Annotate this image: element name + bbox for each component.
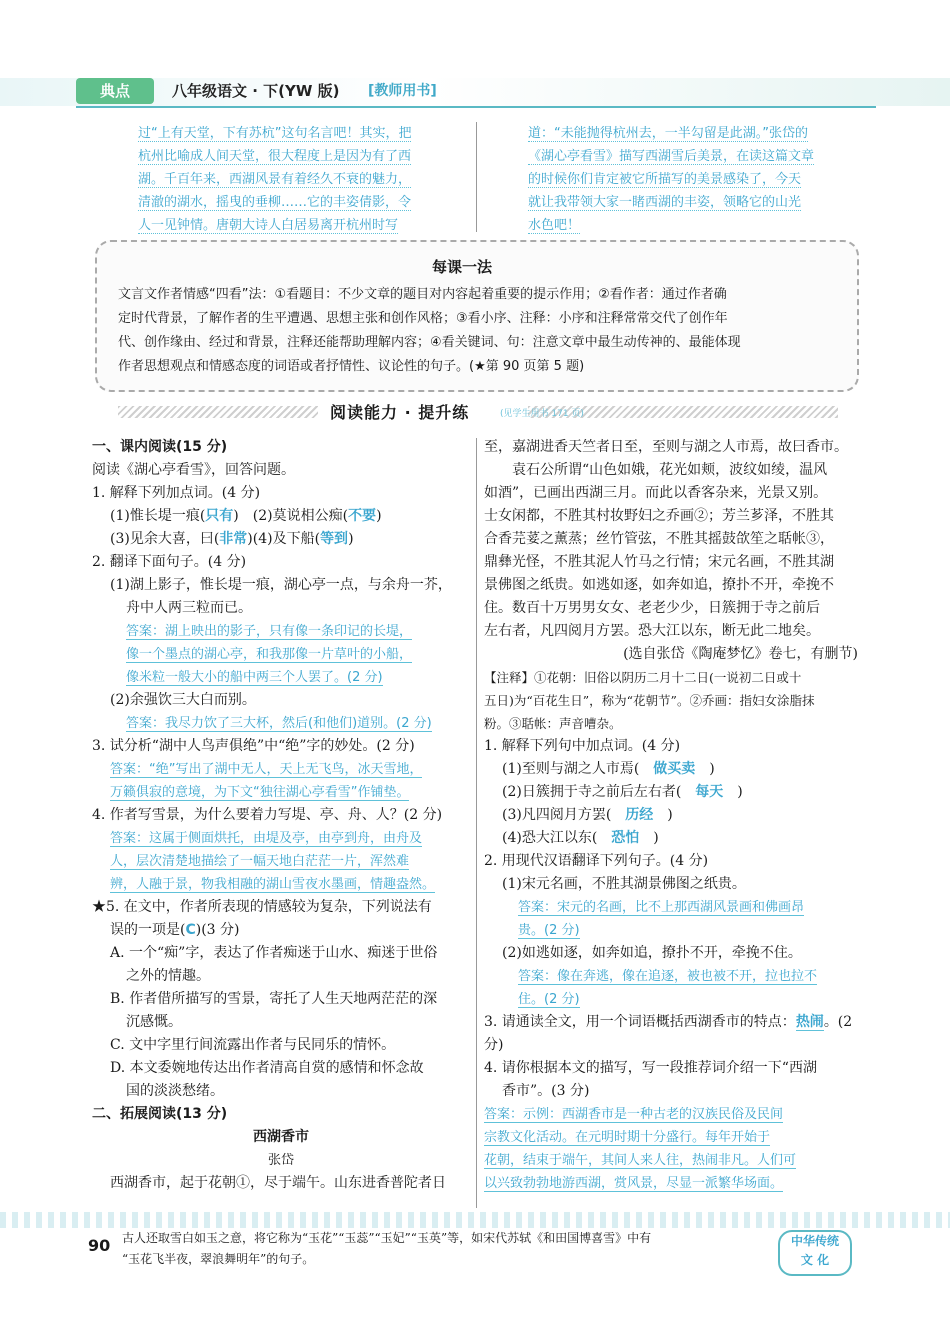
question-2: 2. 用现代汉语翻译下列句子。(4 分) (484, 853, 709, 869)
intro-line: 《湖心亭看雪》描写西湖雪后美景，在读这篇文章 (528, 149, 815, 164)
answer: 恐怕 (611, 830, 640, 846)
q1-line2: (3)见余大喜，曰(非常)(4)及下船(等到) (110, 531, 354, 547)
intro-line: 过“上有天堂，下有苏杭”这句名言吧！其实，把 (138, 126, 412, 141)
intro-line: 人一见钟情。唐朝大诗人白居易离开杭州时写 (138, 218, 399, 233)
answer-text: 以兴致勃勃地游西湖，赏风景，尽显一派繁华场面。 (484, 1176, 784, 1191)
method-text (118, 283, 838, 379)
q1-line1: (1)惟长堤一痕(只有) (2)莫说相公痴(不要) (110, 508, 382, 524)
option: 国的淡淡愁绪。 (126, 1083, 224, 1099)
q2a-line: (1)湖上影子，惟长堤一痕，湖心亭一点，与余舟一芥， (110, 577, 452, 593)
answer-text: 花朝，结束于端午，其间人来人往，热闹非凡。人们可 (484, 1153, 797, 1168)
answer-text: 答案：这属于侧面烘托，由堤及亭，由亭到舟，由舟及 (110, 831, 423, 846)
section-2-title: 二、拓展阅读(13 分) (92, 1106, 228, 1122)
answer: 等到 (320, 531, 349, 547)
q1-item: (2)日簇拥于寺之前后左右者( 每天 ) (502, 784, 743, 800)
q1-item: (1)至则与湖之人市焉( 做买卖 ) (502, 761, 715, 777)
question-5: ★5. 在文中，作者所表现的情感较为复杂，下列说法有 (92, 899, 432, 915)
question-3: 3. 试分析“湖中人鸟声俱绝”中“绝”字的妙处。(2 分) (92, 738, 415, 754)
answer-text: 万籁俱寂的意境，为下文“独往湖心亭看雪”作铺垫。 (110, 785, 410, 800)
option: 之外的情趣。 (126, 968, 210, 984)
header-rule (76, 106, 876, 108)
question-4-cont: 香市”。(3 分) (502, 1083, 590, 1099)
text-line: 景佛图之纸贵。如逃如逐，如奔如追，撩扑不开，牵挽不 (484, 577, 834, 593)
answer: 不要 (348, 508, 377, 524)
text-line: 袁石公所谓“山色如娥，花光如颊，波纹如绫，温风 (484, 462, 828, 478)
notes-line: 粉。③聒帐：声音嘈杂。 (484, 716, 622, 731)
column-divider (476, 438, 477, 1208)
answer-text: 答案：我尽力饮了三大杯，然后(和他们)道别。(2 分) (126, 716, 432, 731)
text-author: 张岱 (267, 1153, 294, 1168)
brand-logo: 典点 (76, 78, 154, 104)
option: 沉感慨。 (126, 1014, 182, 1030)
section-1-title: 一、课内阅读(15 分) (92, 439, 228, 455)
question-2: 2. 翻译下面句子。(4 分) (92, 554, 247, 570)
q2b-line: (2)余强饮三大白而别。 (110, 692, 256, 708)
intro-divider (476, 122, 477, 232)
text-source: (选自张岱《陶庵梦忆》卷七，有删节) (623, 646, 858, 662)
section-banner-title: 阅读能力 · 提升练 (330, 403, 470, 422)
option: D. 本文委婉地传达出作者清高自赏的感情和怀念故 (110, 1060, 424, 1076)
q1-item: (4)恐大江以东( 恐怕 ) (502, 830, 659, 846)
answer-text: 宗教文化活动。在元明时期十分盛行。每年开始于 (484, 1130, 771, 1145)
text-line: 如酒”，已画出西湖三月。而此以香客杂来，光景又别。 (484, 485, 828, 501)
method-line: 作者思想观点和情感态度的词语或者抒情性、议论性的句子。(★第 90 页第 5 题) (118, 359, 585, 374)
notes-line: 【注释】①花朝：旧俗以阴历二月十二日(一说初二日或十 (484, 670, 802, 685)
text-line: 住。数百十万男男女女、老老少少，日簇拥于寺之前后 (484, 600, 820, 616)
method-line: 定时代背景，了解作者的生平遭遇、思想主张和创作风格；③看小序、注释：小序和注释常常交代了创作年 (118, 311, 728, 326)
text-line: 合香芫荽之薰蒸；丝竹管弦，不胜其摇鼓欱笙之聒帐③， (484, 531, 834, 547)
question-4: 4. 作者写雪景，为什么要着力写堤、亭、舟、人？(2 分) (92, 807, 443, 823)
q1-item: (3)凡四阅月方罢( 历经 ) (502, 807, 673, 823)
answer-text: 答案：宋元的名画，比不上那西湖风景画和佛画昂 (518, 900, 805, 915)
answer-text: 答案：示例：西湖香市是一种古老的汉族民俗及民间 (484, 1107, 784, 1122)
intro-right (528, 122, 858, 237)
answer: 历经 (625, 807, 654, 823)
question-1: 1. 解释下列加点词。(4 分) (92, 485, 261, 501)
answer-text: 像米粒一般大小的船中两三个人罢了。(2 分) (126, 670, 383, 685)
method-line: 代、创作缘由、经过和背景，注释还能帮助理解内容；④看关键词、句：注意文章中最生动传神的、最能体现 (118, 335, 741, 350)
text-line: 西湖香市，起于花朝①，尽于端午。山东进香普陀者日 (110, 1175, 446, 1191)
answer: 热闹 (795, 1014, 824, 1030)
intro-line: 湖。千百年来，西湖风景有着经久不衰的魅力， (138, 172, 412, 187)
answer-text: 贵。(2 分) (518, 923, 580, 938)
answer-text: 人，层次清楚地描绘了一幅天地白茫茫一片，浑然难 (110, 854, 410, 869)
intro-line: 的时候你们肯定被它所描写的美景感染了，今天 (528, 172, 802, 187)
text-line: 至，嘉湖进香天竺者日至，至则与湖之人市焉，故曰香市。 (484, 439, 848, 455)
intro-line: 就让我带领大家一睹西湖的丰姿，领略它的山光 (528, 195, 802, 210)
answer-text: 像一个墨点的湖心亭，和我那像一片草叶的小船， (126, 647, 413, 662)
answer-text: 答案：像在奔逃，像在追逐，被也被不开，拉也拉不 (518, 969, 818, 984)
page-number: 90 (88, 1236, 111, 1255)
intro-line: 杭州比喻成人间天堂，很大程度上是因为有了西 (138, 149, 412, 164)
question-5-cont: 误的一项是(C)(3 分) (110, 922, 240, 938)
text-line: 士女闲都，不胜其村妆野妇之乔画②；芳兰芗泽，不胜其 (484, 508, 834, 524)
q2a-line: (1)宋元名画，不胜其湖景佛图之纸贵。 (502, 876, 746, 892)
answer-text: 住。(2 分) (518, 992, 580, 1007)
left-column (92, 436, 470, 1195)
option: C. 文中字里行间流露出作者与民同乐的情怀。 (110, 1037, 396, 1053)
answer-text: 答案：湖上映出的影子，只有像一条印记的长堤， (126, 624, 413, 639)
right-column (484, 436, 858, 1195)
answer: 非常 (219, 531, 248, 547)
intro-line: 水色吧！ (528, 218, 581, 233)
notes-line: 五日)为“百花生日”，称为“花朝节”。②乔画：指妇女涂脂抹 (484, 693, 815, 708)
text-line: 鼎彝光怪，不胜其泥人竹马之行情；宋元名画，不胜其湖 (484, 554, 834, 570)
intro-line: 道：“未能抛得杭州去，一半勾留是此湖。”张岱的 (528, 126, 808, 141)
section-banner-ref: (见学生用书 171 页) (500, 409, 584, 419)
answer: 做买卖 (653, 761, 696, 777)
footer-note: 古人还取雪白如玉之意，将它称为“玉花”“玉蕊”“玉妃”“玉英”等，如宋代苏轼《和田国博喜雪》中有 “玉花飞半夜，翠浪舞明年”的句子。 (122, 1231, 652, 1266)
text-title: 西湖香市 (253, 1129, 309, 1145)
question-3: 3. 请通读全文，用一个词语概括西湖香市的特点：热闹。(2 分) (484, 1014, 853, 1053)
method-title: 每课一法 (432, 258, 493, 276)
answer-text: 答案：“绝”写出了湖中无人，天上无飞鸟，冰天雪地， (110, 762, 423, 777)
method-line: 文言文作者情感“四看”法：①看题目：不少文章的题目对内容起着重要的提示作用；②看作者：通过作者确 (118, 287, 727, 302)
intro-left (138, 122, 468, 237)
answer: 每天 (695, 784, 724, 800)
q2b-line: (2)如逃如逐，如奔如追，撩扑不开，牵挽不住。 (502, 945, 802, 961)
section-1-intro: 阅读《湖心亭看雪》，回答问题。 (92, 462, 295, 478)
text-line: 左右者，凡四阅月方罢。恐大江以东，断无此二地矣。 (484, 623, 820, 639)
intro-line: 清澈的湖水，摇曳的垂柳……它的丰姿倩影，令 (138, 195, 412, 210)
option: A. 一个“痴”字，表达了作者痴迷于山水、痴迷于世俗 (110, 945, 438, 961)
question-1: 1. 解释下列句中加点词。(4 分) (484, 738, 681, 754)
answer: C (185, 922, 196, 938)
option: B. 作者借所描写的雪景，寄托了人生天地两茫茫的深 (110, 991, 438, 1007)
footer-wave (0, 1212, 950, 1228)
question-4: 4. 请你根据本文的描写，写一段推荐词介绍一下“西湖 (484, 1060, 817, 1076)
answer: 只有 (205, 508, 234, 524)
book-title: 八年级语文 · 下(YW 版) (172, 82, 340, 100)
q2a-line: 舟中人两三粒而已。 (126, 600, 252, 616)
answer-text: 辨，人融于景，物我相融的湖山雪夜水墨画，情趣盎然。 (110, 877, 436, 892)
edition-tag: [教师用书] (368, 83, 437, 99)
culture-badge: 中华传统 文 化 (778, 1230, 852, 1276)
